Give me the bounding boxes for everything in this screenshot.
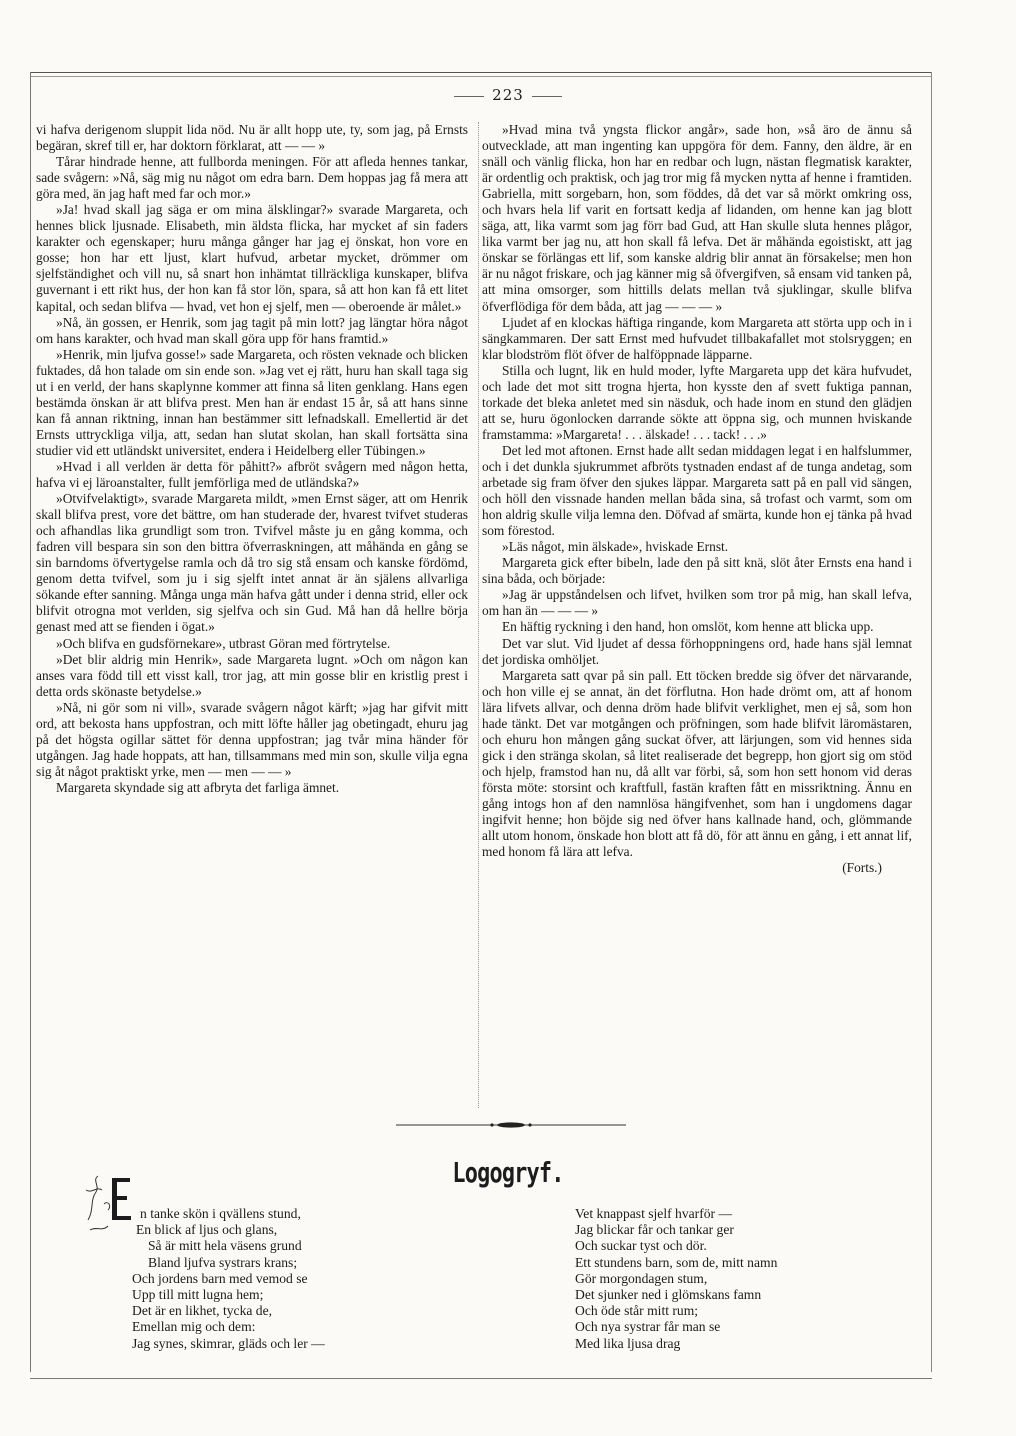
poem-line: n tanke skön i qvällens stund,	[140, 1206, 301, 1221]
paragraph: Margareta gick efter bibeln, lade den på sitt knä, slöt åter Ernsts ena hand i sina båda, och började:	[482, 555, 912, 587]
poem-line: Vet knappast sjelf hvarför —	[575, 1206, 733, 1221]
poem-line: Det är en likhet, tycka de,	[132, 1303, 273, 1319]
continued-note: (Forts.)	[842, 860, 882, 876]
poem-left-stanza	[132, 1206, 325, 1352]
paragraph: »Hvad mina två yngsta flickor angår», sade hon, »så äro de ännu så outvecklade, att man ingenting kan uppgöra för dem. Fanny, den äldre, är en snäll och vänlig flicka, hon har en redbar och lugn, nästan flegmatisk karakter, är ordentlig och praktisk, och jag tror mig få mycken nytta af henne i framtiden. Gabriella, mitt sorgebarn, hon, som föddes, då det var så mörkt omkring oss, och hvars hela lif varit en fortsatt kedja af lidanden, om henne kan jag blott säga, att, lika varmt som jag förr bad Gud, att Han skulle sluta hennes plågor, lika varmt ber jag nu, att hon skall få lefva. Det är måhända egoistiskt, att jag önskar se förlängas ett lif, som kanske aldrig blir annat än försakelse; men hon är nu något friskare, och jag känner mig så öfvergifven, så ensam vid tanken på, att mina omsorger, som hittills delats mellan två sjuklingar, skulle blifva öfverflödiga för dem båda, att jag — — — »	[482, 122, 912, 314]
paragraph: En häftig ryckning i den hand, hon omslöt, kom henne att blicka upp.	[502, 619, 874, 635]
paragraph: Det var slut. Vid ljudet af dessa förhoppningens ord, hade hans själ lemnat det jordiska omhöljet.	[482, 635, 912, 667]
page-frame-left	[30, 72, 31, 1372]
page-frame-top	[30, 72, 932, 73]
paragraph: »Hvad i all verlden är detta för påhitt?» afbröt svågern med någon hetta, hafva vi ej läroanstalter, fullt jemförliga med de utländska?»	[36, 458, 468, 491]
paragraph: »Nå, än gossen, er Henrik, som jag tagit på min lott? jag längtar höra något om hans karakter, och hvad man skall göra upp för hans framtid.»	[36, 314, 468, 346]
poem-line: Emellan mig och dem:	[132, 1319, 256, 1335]
column-divider	[478, 122, 479, 1108]
page-number: 223	[0, 86, 1016, 104]
page-frame-right	[931, 72, 932, 1372]
paragraph: Stilla och lugnt, lik en huld moder, lyfte Margareta upp det kära hufvudet, och lade det mot sitt trogna hjerta, hon kysste den af svett fuktiga pannan, torkade det bleka anletet med sin näsduk, och hade inom en stund den glädjen att se, huru ögonlocken darrande sökte att öppna sig, och munnen hviskande framstamma: »Margareta! . . . älskade! . . . tack! . . .»	[482, 362, 912, 442]
poem-line: Det sjunker ned i glömskans famn	[575, 1287, 762, 1303]
poem-line: Med lika ljusa drag	[575, 1335, 681, 1351]
paragraph: Tårar hindrade henne, att fullborda meningen. För att afleda hennes tankar, sade svågern: »Nå, säg mig nu något om edra barn. Dem hoppas jag få mera att göra med, än jag haft med far och mor.»	[36, 154, 468, 202]
poem-line: Bland ljufva systrars krans;	[148, 1254, 298, 1270]
page-frame-top-inner	[30, 76, 932, 77]
paragraph: »Ja! hvad skall jag säga er om mina älsklingar?» svarade Margareta, och hennes blick ljusnade. Elisabeth, min äldsta flicka, har mycket af sin faders karakter och egenskaper; huru många gånger har jag ej önskat, hon vore en gosse; hon har ett ljust, klart hufvud, arbetar mycket, drömmer om sjelfständighet och vill nu, så snart hon inhämtat tillräckliga kunskaper, blifva guvernant i ett rikt hus, der hon kan få stor lön, spara, så att hon kan få ett litet kapital, och sedan blifva — hvad, vet hon ej sjelf, men — oberoende är målet.»	[36, 202, 468, 314]
paragraph: »Henrik, min ljufva gosse!» sade Margareta, och rösten veknade och blicken fuktades, då hon talade om sin ende son. »Jag vet ej rätt, huru han skall taga sig ut i en verld, der hans skaplynne kommer att finna så liten genklang. Hans egen bestämda önskan är att blifva prest. Men han är endast 15 år, så att hans sinne kan få annan riktning, innan han bestämmer sitt lefnadskall. Emellertid är det Ernsts uttryckliga vilja, att, sedan han slutat skolan, han skall fortsätta sina studier vid ett utländskt universitet, endera i Heidelberg eller Tübingen.»	[36, 346, 468, 458]
paragraph: Ljudet af en klockas häftiga ringande, kom Margareta att störta upp och in i sängkammaren. Der satt Ernst med hufvudet tillbakafallet mot stolsryggen; en klar blodström flöt öfver de halföppnade läpparne.	[482, 314, 912, 362]
section-divider-ornament	[396, 1122, 626, 1128]
poem-line: Och suckar tyst och dör.	[575, 1238, 707, 1254]
paragraph: Margareta satt qvar på sin pall. Ett töcken bredde sig öfver det närvarande, och hon ville ej se annat, än det förflutna. Hon hade drömt om, att af honom lära lifvets allvar, och denna dröm hade blifvit verklighet, men ej så, som hon hade tänkt. Det var motgången och pröfningen, som hade blifvit läromästaren, och ehuru hon mången gång suckat öfver, att lärjungen, som vid hennes sida gick i den stränga skolan, så litet realiserade det begrepp, hon gjort sig om stöd och hjelp, framstod han nu, då allt var förbi, så, som hon sett honom vid deras första möte: storsint och kraftfull, fastän kraften fått en missriktning. Ännu en gång intogs hon af den namnlösa hängifvenhet, som han i ungdomens dagar ingifvit henne; hon böjde sig ned öfver hans kallnade hand, och, glömmande allt utom honom, önskade hon blott att få dö, för att ännu en gång, i ett annat lif, med honom få lära att lefva.	[482, 667, 912, 860]
paragraph: »Jag är uppståndelsen och lifvet, hvilken som tror på mig, han skall lefva, om han än — — — »	[482, 587, 912, 619]
poem-line: Och nya systrar får man se	[575, 1319, 721, 1335]
paragraph: »Läs något, min älskade», hviskade Ernst.	[502, 539, 729, 555]
paragraph: Margareta skyndade sig att afbryta det farliga ämnet.	[56, 779, 340, 795]
left-column	[36, 122, 468, 796]
poem-line: Gör morgondagen stum,	[575, 1270, 708, 1286]
poem-title: Logogryf.	[452, 1156, 564, 1189]
poem-line: Ett stundens barn, som de, mitt namn	[575, 1254, 778, 1270]
poem-line: En blick af ljus och glans,	[136, 1222, 278, 1238]
poem-line: Jag synes, skimrar, gläds och ler —	[132, 1335, 325, 1351]
paragraph: »Nå, ni gör som ni vill», svarade svågern något kärft; »jag har gifvit mitt ord, att bekosta hans uppfostran, och mitt löfte håller jag obetingadt, ehuru jag på det högsta ogillar sättet för denna uppfostran; jag tvår mina händer för utgången. Jag hade hoppats, att han, tillsammans med min son, skulle vilja egna sig åt något praktiskt yrke, men — men — — »	[36, 699, 468, 779]
page-frame-bottom	[30, 1378, 932, 1379]
ornamental-drop-cap	[84, 1170, 134, 1234]
paragraph: »Och blifva en gudsförnekare», utbrast Göran med förtrytelse.	[56, 635, 391, 651]
poem-line: Och jordens barn med vemod se	[132, 1270, 308, 1286]
paragraph: vi hafva derigenom sluppit lida nöd. Nu är allt hopp ute, ty, som jag, på Ernsts begäran, skref till er, har doktorn förklarat, att — — »	[36, 122, 468, 154]
right-column	[482, 122, 912, 876]
poem-line: Jag blickar får och tankar ger	[575, 1222, 734, 1238]
poem-line: Och öde står mitt rum;	[575, 1303, 699, 1319]
paragraph: Det led mot aftonen. Ernst hade allt sedan middagen legat i en halfslummer, och i det dunkla sjukrummet afbröts tystnaden endast af de tunga andetag, som arbetade sig fram öfver den sjukes läppar. Margareta satt på en pall vid sängen, och höll den vissnade handen mellan båda sina, så trofast och varmt, som om hon aldrig skulle vilja lemna den. Döfvad af smärta, kunde hon ej tänka på hvad som förestod.	[482, 442, 912, 539]
poem-right-stanza	[575, 1206, 777, 1352]
paragraph: »Det blir aldrig min Henrik», sade Margareta lugnt. »Och om någon kan anses vara född till ett visst kall, tror jag, att min gosse blir en kristlig prest i detta ords skönaste betydelse.»	[36, 651, 468, 699]
poem-line: Så är mitt hela väsens grund	[148, 1238, 302, 1254]
paragraph: »Otvifvelaktigt», svarade Margareta mildt, »men Ernst säger, att om Henrik skall blifva prest, vore det bättre, om han studerade der, hvarest tvifvet studeras och afhandlas lika grundligt som tron. Tvifvel måste ju en gång komma, och fadren vill bespara sin son den bittra öfverraskningen, att måhända en gång se sin barndoms öfvertygelse ramla och då tro sig stå ensam och kanske fördömd, genom detta tvifvel, som ju i sig sjelft intet annat är än själens allvarliga sökande efter sanning. Många unga män hafva gått under i denna strid, eller ock blifvit otrogna mot verlden, sig sjelfva och sin Gud. Må han då hellre börja genast med att se fienden i ögat.»	[36, 491, 468, 635]
poem-line: Upp till mitt lugna hem;	[132, 1287, 264, 1303]
